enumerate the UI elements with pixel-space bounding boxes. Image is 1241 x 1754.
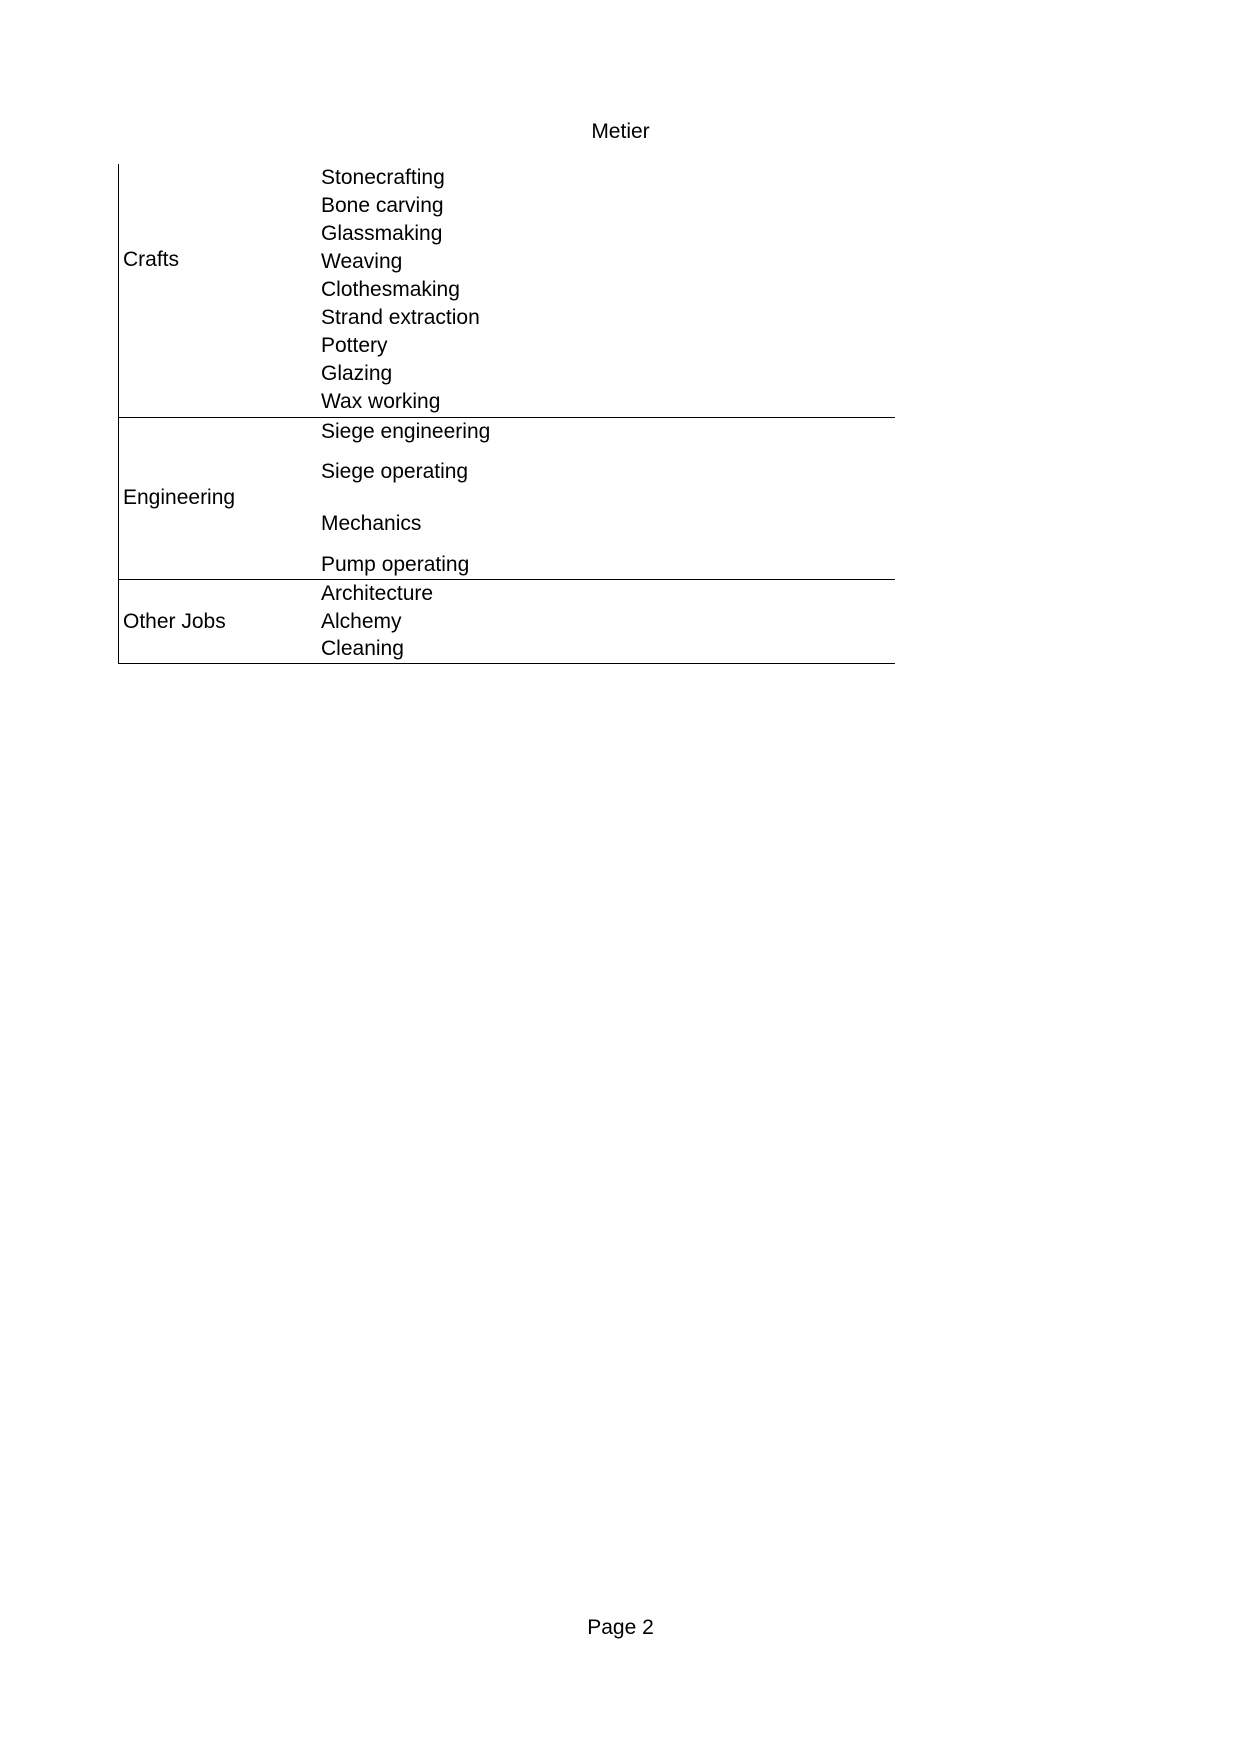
list-item: Weaving [321, 250, 403, 273]
list-item: Glazing [321, 362, 393, 385]
list-item: Clothesmaking [321, 278, 460, 301]
list-item: Cleaning [321, 637, 404, 660]
group-other-jobs [119, 580, 895, 664]
list-item: Siege operating [321, 460, 469, 483]
category-table [118, 164, 895, 664]
group-label: Engineering [123, 486, 236, 509]
list-item: Pump operating [321, 553, 470, 576]
group-engineering [119, 418, 895, 580]
group-label: Crafts [123, 248, 180, 271]
list-item: Stonecrafting [321, 166, 445, 189]
list-item: Pottery [321, 334, 388, 357]
group-label: Other Jobs [123, 610, 226, 633]
list-item: Siege engineering [321, 420, 491, 443]
list-item: Alchemy [321, 610, 402, 633]
group-crafts [119, 164, 895, 418]
page-number: Page 2 [587, 1616, 654, 1639]
list-item: Bone carving [321, 194, 444, 217]
list-item: Strand extraction [321, 306, 480, 329]
list-item: Glassmaking [321, 222, 443, 245]
list-item: Mechanics [321, 512, 422, 535]
list-item: Wax working [321, 390, 441, 413]
page-header-title: Metier [591, 120, 650, 143]
list-item: Architecture [321, 582, 434, 605]
